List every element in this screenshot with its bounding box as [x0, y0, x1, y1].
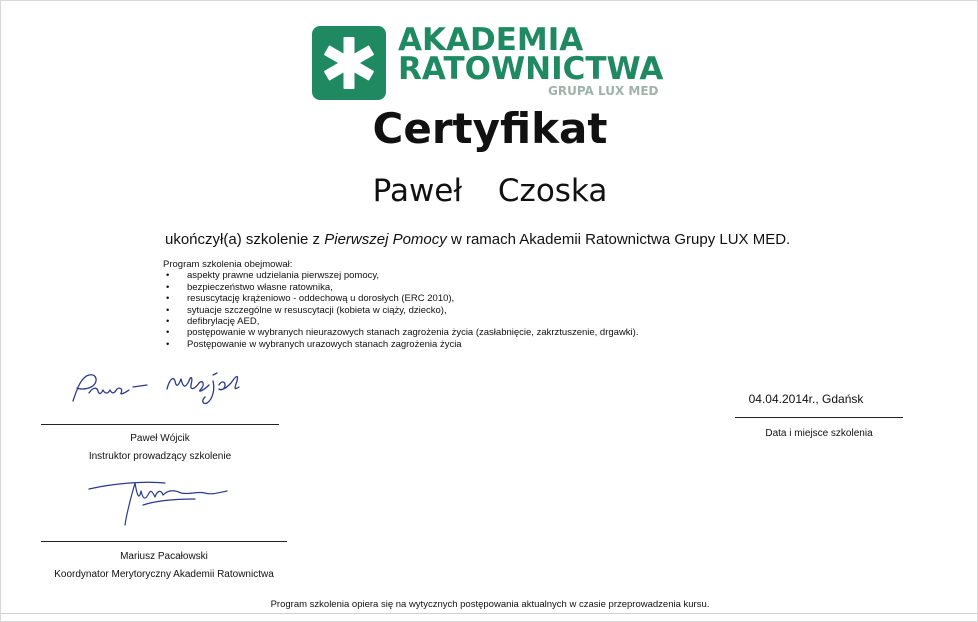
- date-place-line: [735, 417, 903, 418]
- program-item: • Postępowanie w wybranych urazowych stanach zagrożenia życia: [163, 339, 638, 350]
- completion-suffix: w ramach Akademii Ratownictwa Grupy LUX MED.: [446, 231, 791, 248]
- training-date-place: 04.04.2014r., Gdańsk: [748, 392, 864, 406]
- coordinator-signature-line: [41, 541, 287, 542]
- program-list: [163, 270, 638, 350]
- instructor-handwritten-signature: [63, 363, 263, 413]
- coordinator-role: Koordynator Merytoryczny Akademii Ratownictwa: [54, 569, 274, 580]
- logo-text-akademia: AKADEMIA: [398, 22, 584, 58]
- course-name: Pierwszej Pomocy: [324, 231, 447, 248]
- page-bottom-edge: [1, 613, 978, 614]
- logo-text-ratownictwa: RATOWNICTWA: [398, 51, 664, 87]
- instructor-name: Paweł Wójcik: [130, 433, 190, 444]
- footer-note: Program szkolenia opiera się na wytycznych postępowania aktualnych w czasie przeprowadzenia kursu.: [270, 599, 710, 610]
- instructor-signature-line: [41, 424, 279, 425]
- program-item: • postępowanie w wybranych nieurazowych stanach zagrożenia życia (zasłabnięcie, zakrztuszenie, drgawki).: [163, 327, 638, 338]
- program-item: • sytuacje szczególne w resuscytacji (kobieta w ciąży, dziecko),: [163, 305, 638, 316]
- program-section: [163, 259, 638, 350]
- program-item: • resuscytację krążeniowo - oddechową u dorosłych (ERC 2010),: [163, 293, 638, 304]
- asterisk-star-of-life-icon: [312, 26, 386, 100]
- certificate-title: Certyfikat: [372, 104, 608, 153]
- akademia-ratownictwa-logo: [312, 22, 682, 102]
- coordinator-handwritten-signature: [85, 471, 255, 531]
- logo-text-grupa-lux-med: GRUPA LUX MED: [548, 84, 659, 98]
- completion-prefix: ukończył(a) szkolenie z: [165, 231, 325, 248]
- program-item: • aspekty prawne udzielania pierwszej pomocy,: [163, 270, 638, 281]
- instructor-role: Instruktor prowadzący szkolenie: [88, 451, 232, 462]
- program-item: • defibrylację AED,: [163, 316, 638, 327]
- program-heading: Program szkolenia obejmował:: [163, 259, 293, 270]
- coordinator-name: Mariusz Pacałowski: [120, 551, 208, 562]
- date-place-label: Data i miejsce szkolenia: [765, 428, 873, 439]
- recipient-name: Paweł Czoska: [372, 173, 608, 209]
- completion-statement: [165, 231, 790, 248]
- program-item: • bezpieczeństwo własne ratownika,: [163, 282, 638, 293]
